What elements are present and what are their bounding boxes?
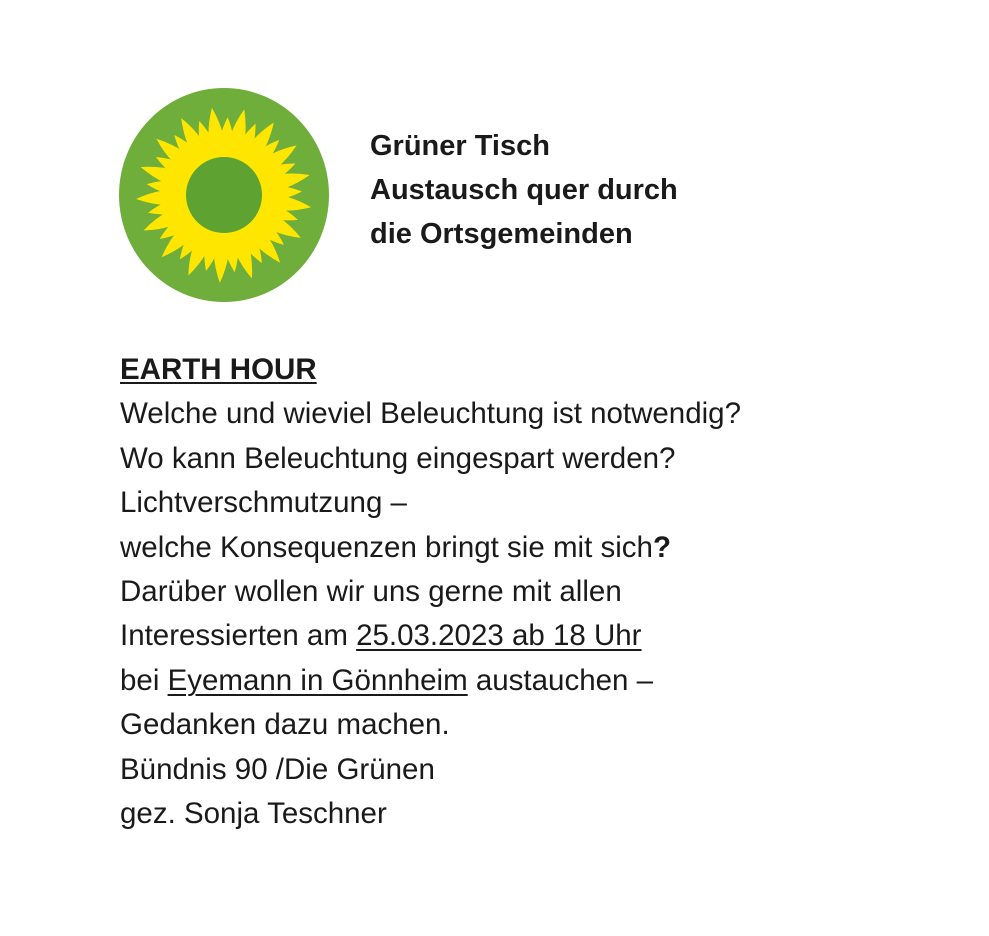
body-line-8: Gedanken dazu machen. [120, 708, 450, 742]
header-subtitle-2: die Ortsgemeinden [370, 218, 633, 250]
body-line-7 [120, 659, 741, 703]
body-line-7-prefix: bei [120, 663, 168, 697]
header-block [370, 124, 678, 256]
body-line-7-suffix: austauchen – [467, 663, 654, 697]
body-line-6-prefix: Interessierten am [120, 619, 357, 653]
body-line-4-text: welche Konsequenzen bringt sie mit sich [120, 530, 653, 564]
organization-name: Bündnis 90 /Die Grünen [120, 752, 435, 786]
body-line-5: Darüber wollen wir uns gerne mit allen [120, 575, 622, 609]
announcement-body [120, 348, 741, 836]
event-date: 25.03.2023 ab 18 Uhr [356, 619, 642, 653]
body-line-4 [120, 526, 741, 570]
header-title: Grüner Tisch [370, 130, 550, 162]
announcement-heading: EARTH HOUR [120, 353, 317, 386]
body-line-2: Wo kann Beleuchtung eingespart werden? [120, 441, 676, 475]
header-subtitle-1: Austausch quer durch [370, 174, 678, 206]
question-mark: ? [652, 530, 671, 564]
body-line-6 [120, 614, 741, 658]
event-location: Eyemann in Gönnheim [167, 663, 468, 697]
body-line-1: Welche und wieviel Beleuchtung ist notwendig? [120, 397, 741, 431]
logo-center [186, 157, 262, 233]
body-line-3: Lichtverschmutzung – [120, 486, 407, 520]
sunflower-icon [119, 88, 329, 302]
signature: gez. Sonja Teschner [120, 797, 387, 831]
sunflower-logo [119, 88, 329, 302]
